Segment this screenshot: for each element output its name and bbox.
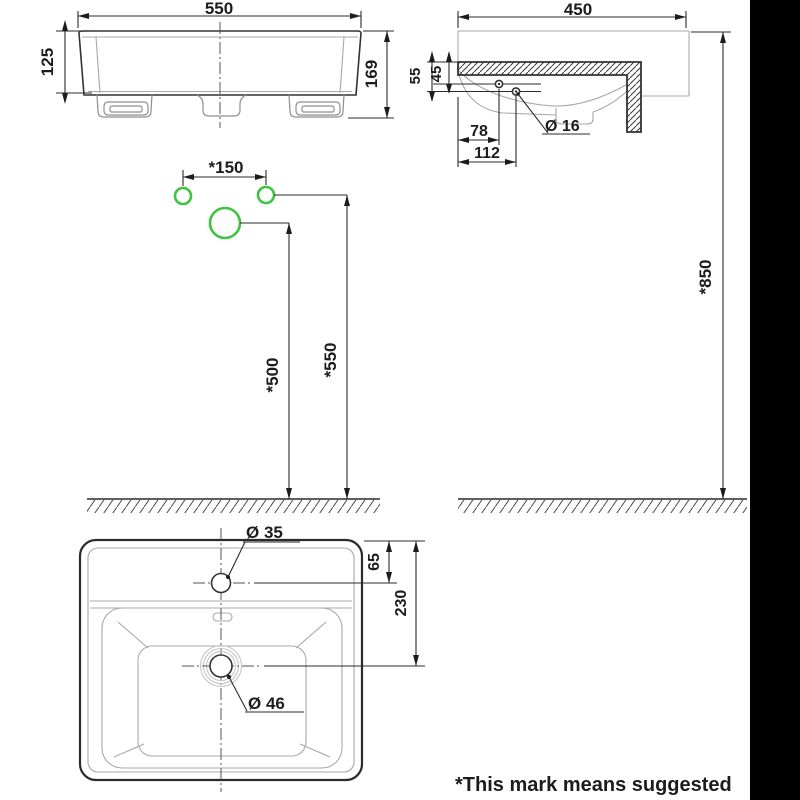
- dim-hole-spacing: [183, 158, 266, 186]
- side-view: [407, 0, 731, 499]
- floor-line-right: [458, 499, 747, 513]
- install-hole-left-marker: [175, 188, 191, 204]
- faucet-offset-label: 65: [366, 553, 383, 571]
- dim-side-hole-drops: [407, 51, 457, 102]
- front-width-label: 550: [204, 0, 234, 18]
- dim-rim-height: [691, 32, 731, 499]
- hole-height-label: *550: [321, 342, 340, 378]
- side-hole-upper-offset-label: 78: [470, 123, 488, 140]
- front-view: [38, 0, 394, 128]
- spout-height-label: *500: [263, 357, 282, 393]
- drain-dia-label: Ø 46: [248, 694, 285, 713]
- side-hole-upper-drop-label: 45: [428, 65, 445, 83]
- dim-spout-height: [240, 223, 292, 499]
- install-hole-right-marker: [258, 187, 274, 203]
- front-overall-height-label: 169: [362, 59, 381, 89]
- faucet-dia-label: Ø 35: [246, 523, 283, 542]
- dim-side-hole-offsets: [458, 89, 516, 167]
- plan-view: [80, 523, 425, 792]
- front-body-height-label: 125: [38, 47, 57, 77]
- note-text: *This mark means suggested: [455, 774, 732, 796]
- drain-offset-label: 230: [393, 589, 410, 617]
- hole-spacing-label: *150: [208, 158, 244, 177]
- front-center-tab: [197, 95, 246, 116]
- fix-hole-dia-label: Ø 16: [545, 118, 580, 135]
- installation-diagram: [175, 158, 350, 499]
- dim-side-depth: [458, 0, 686, 28]
- dim-hole-height: [274, 195, 350, 499]
- side-hole-lower-offset-label: 112: [474, 145, 500, 162]
- side-hole-lower-drop-label: 55: [407, 67, 424, 85]
- floor-line-left: [87, 499, 380, 513]
- dim-front-overall-height: [348, 31, 394, 118]
- side-depth-label: 450: [563, 0, 593, 19]
- install-spout-marker: [210, 208, 240, 238]
- black-mask-band: [750, 0, 800, 800]
- drain-hole: [210, 655, 232, 677]
- rim-height-label: *850: [696, 259, 715, 295]
